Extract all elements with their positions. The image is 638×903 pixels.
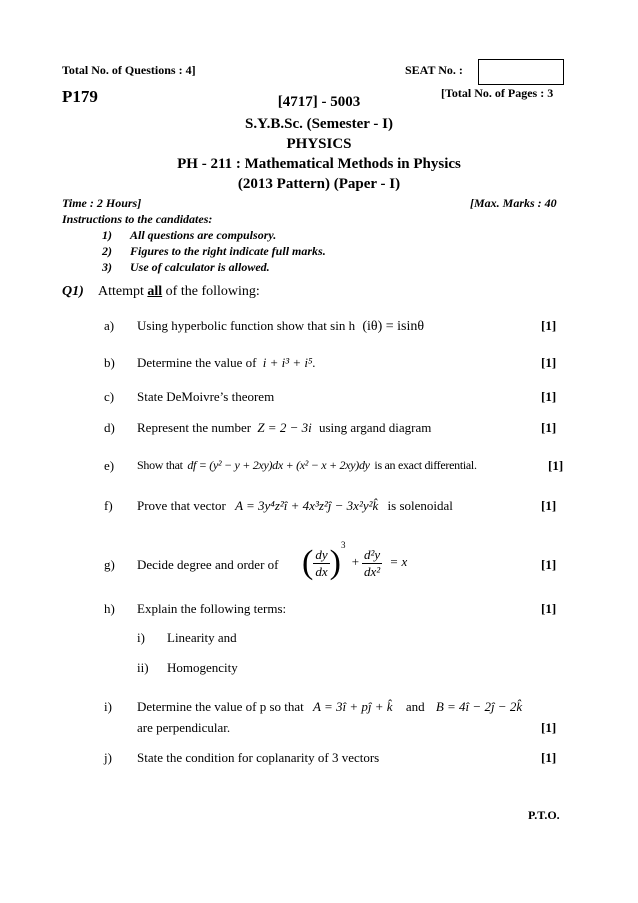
item-letter: a) (104, 318, 115, 333)
instruction-text: All questions are compulsory. (130, 228, 277, 242)
item-math: Z = 2 − 3i (257, 420, 312, 435)
sub-item-text: Linearity and (167, 630, 237, 645)
seat-no-box (478, 59, 564, 85)
item-letter: c) (104, 389, 115, 404)
item-b-question (137, 355, 316, 371)
item-text: Determine the value of (137, 355, 257, 370)
item-d-question (137, 420, 431, 436)
instructions-heading: Instructions to the candidates: (62, 212, 213, 226)
item-line2: are perpendicular. (137, 720, 231, 735)
item-math: A = 3y⁴z²î + 4x³z²ĵ − 3x²y²k̂ (235, 498, 379, 513)
seat-no-label: SEAT No. : (405, 63, 463, 77)
item-i-question (137, 699, 522, 715)
q1-intro-bold: all (147, 284, 163, 299)
exam-code: [4717] - 5003 (277, 94, 361, 110)
exponent: 3 (340, 540, 346, 550)
item-math-a: A = 3î + pĵ + k̂ (313, 699, 393, 714)
item-text: Represent the number (137, 420, 252, 435)
item-marks: [1] (541, 750, 557, 765)
item-math: i + i³ + i⁵. (262, 355, 316, 370)
item-text: State the condition for coplanarity of 3 vectors (137, 750, 380, 765)
item-text-after: is solenoidal (387, 498, 453, 513)
item-text-after: is an exact differential. (374, 458, 477, 472)
item-marks: [1] (548, 458, 564, 473)
item-marks: [1] (541, 355, 557, 370)
course: S.Y.B.Sc. (Semester - I) (245, 116, 393, 132)
fraction (362, 547, 382, 580)
item-text: State DeMoivre’s theorem (137, 389, 275, 404)
item-letter: b) (104, 355, 115, 370)
sub-item-text: Homogencity (167, 660, 238, 675)
fraction (313, 547, 329, 580)
item-and: and (405, 699, 425, 714)
pto: P.T.O. (528, 808, 560, 822)
time: Time : 2 Hours] (62, 196, 142, 210)
instruction-num: 2) (102, 244, 112, 258)
item-g-math (302, 540, 407, 580)
paper-title: PH - 211 : Mathematical Methods in Physics (177, 156, 461, 172)
fraction-numerator: dy (315, 546, 328, 562)
item-marks: [1] (541, 420, 557, 435)
item-a-question (137, 318, 424, 335)
q1-intro (98, 284, 260, 300)
sub-item-num: ii) (137, 660, 149, 675)
instruction-text: Figures to the right indicate full marks. (130, 244, 326, 258)
q1-intro-after: of the following: (165, 284, 260, 299)
max-marks: [Max. Marks : 40 (470, 196, 557, 210)
right-paren: ) (329, 544, 341, 582)
subject: PHYSICS (286, 136, 352, 152)
item-text: Determine the value of p so that (137, 699, 304, 714)
item-text: Using hyperbolic function show that sin h (137, 318, 356, 333)
instruction-text: Use of calculator is allowed. (130, 260, 270, 274)
q1-intro-before: Attempt (98, 284, 144, 299)
total-questions: Total No. of Questions : 4] (62, 63, 196, 77)
item-letter: d) (104, 420, 115, 435)
item-marks: [1] (541, 389, 557, 404)
fraction-denominator: dx (315, 563, 328, 579)
item-text: Show that (137, 458, 183, 472)
item-marks: [1] (541, 557, 557, 572)
q1-label: Q1) (62, 284, 84, 299)
plus-sign: + (351, 554, 360, 569)
fraction-numerator: d²y (364, 546, 381, 562)
instruction-num: 3) (102, 260, 112, 274)
item-math: df = (y² − y + 2xy)dx + (x² − x + 2xy)dy (187, 458, 370, 472)
rhs: = x (389, 554, 408, 569)
total-pages: [Total No. of Pages : 3 (441, 86, 554, 100)
item-marks: [1] (541, 318, 557, 333)
sub-item-num: i) (137, 630, 145, 645)
item-e-question (137, 458, 477, 473)
paper-code: P179 (62, 87, 98, 106)
item-letter: f) (104, 498, 113, 513)
item-math-b: B = 4î − 2ĵ − 2k̂ (435, 699, 523, 714)
item-text: Explain the following terms: (137, 601, 287, 616)
item-marks: [1] (541, 498, 557, 513)
item-text-after: using argand diagram (318, 420, 432, 435)
item-text: Prove that vector (137, 498, 226, 513)
instruction-num: 1) (102, 228, 112, 242)
item-letter: e) (104, 458, 115, 473)
item-letter: g) (104, 557, 115, 572)
item-letter: j) (104, 750, 112, 765)
item-math: (iθ) = isinθ (362, 319, 425, 334)
item-f-question (137, 498, 453, 514)
item-text: Decide degree and order of (137, 557, 279, 572)
pattern: (2013 Pattern) (Paper - I) (237, 176, 401, 192)
fraction-denominator: dx² (364, 563, 381, 579)
item-marks: [1] (541, 720, 557, 735)
item-letter: h) (104, 601, 115, 616)
left-paren: ( (302, 544, 314, 582)
item-letter: i) (104, 699, 112, 714)
item-marks: [1] (541, 601, 557, 616)
